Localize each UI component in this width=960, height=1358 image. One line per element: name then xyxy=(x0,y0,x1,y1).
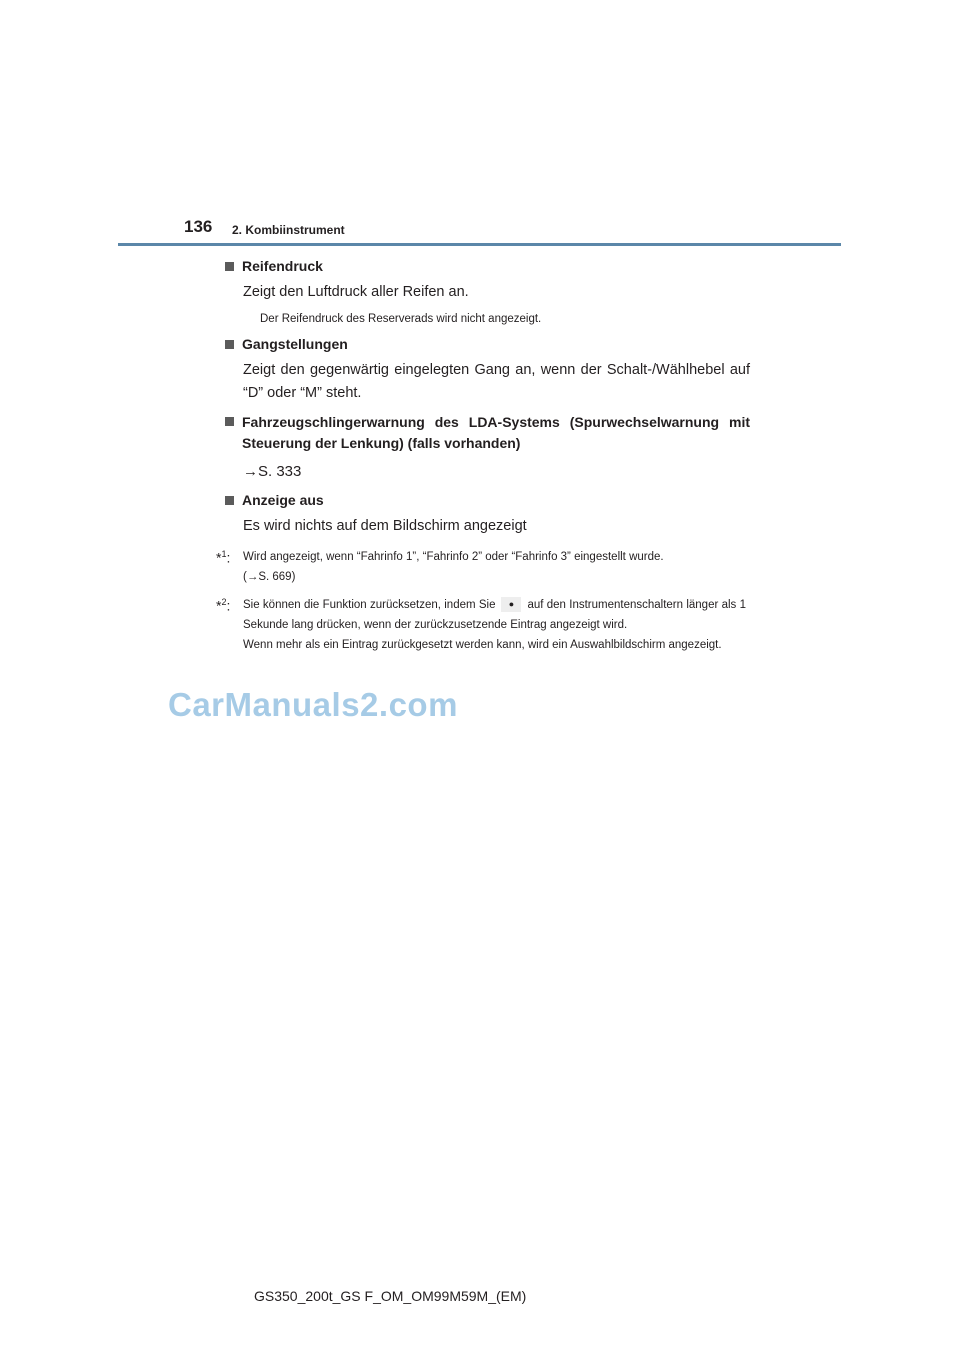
footnote-1 xyxy=(216,547,746,587)
section-body: Es wird nichts auf dem Bildschirm angezeigt xyxy=(243,518,527,534)
section-lda-warnung xyxy=(225,412,750,480)
heading-text: Gangstellungen xyxy=(242,336,348,352)
section-heading xyxy=(225,256,750,276)
watermark: CarManuals2.com xyxy=(168,686,458,723)
heading-text: Fahrzeugschlingerwarnung des LDA-Systems (Spurwechselwarnung mit Steuerung der Lenkung) (falls vorhanden) xyxy=(242,414,750,451)
header-divider xyxy=(118,243,841,246)
section-heading xyxy=(225,490,750,510)
heading-text: Reifendruck xyxy=(242,258,323,274)
section-title: 2. Kombiinstrument xyxy=(232,223,345,237)
page-number: 136 xyxy=(184,217,213,236)
footer-document-code: GS350_200t_GS F_OM_OM99M59M_(EM) xyxy=(254,1288,527,1304)
enter-button-icon: ● xyxy=(501,597,521,612)
square-bullet-icon xyxy=(225,496,234,505)
section-heading xyxy=(225,412,750,454)
section-body: Zeigt den gegenwärtig eingelegten Gang an, wenn der Schalt-/Wählhebel auf “D” oder “M” steht. xyxy=(243,362,750,401)
footnote-text-second: Wenn mehr als ein Eintrag zurückgesetzt werden kann, wird ein Auswahlbildschirm angezeigt. xyxy=(243,639,722,651)
footnote-text: Sie können die Funktion zurücksetzen, indem Sie ● auf den Instrumentenschaltern länger als 1 Sekunde lang drücken, wenn der zurückzusetzende Eintrag angezeigt wird. xyxy=(243,599,746,631)
footnote-marker: *$^1$: xyxy=(216,549,231,566)
section-reifendruck xyxy=(225,256,750,325)
section-gangstellungen xyxy=(225,334,750,405)
footnote-2 xyxy=(216,595,746,655)
page-reference: →S. 333 xyxy=(243,463,302,480)
heading-text: Anzeige aus xyxy=(242,492,324,508)
square-bullet-icon xyxy=(225,340,234,349)
square-bullet-icon xyxy=(225,262,234,271)
square-bullet-icon xyxy=(225,417,234,426)
footnote-ref: (→S. 669) xyxy=(243,571,296,583)
section-heading xyxy=(225,334,750,354)
footnote-text: Wird angezeigt, wenn “Fahrinfo 1”, “Fahrinfo 2” oder “Fahrinfo 3” eingestellt wurde. xyxy=(243,551,664,563)
section-note: Der Reifendruck des Reserverads wird nicht angezeigt. xyxy=(260,313,542,325)
section-body: Zeigt den Luftdruck aller Reifen an. xyxy=(243,284,469,300)
section-anzeige-aus xyxy=(225,490,750,538)
footnote-marker: *$^2$: xyxy=(216,597,231,614)
